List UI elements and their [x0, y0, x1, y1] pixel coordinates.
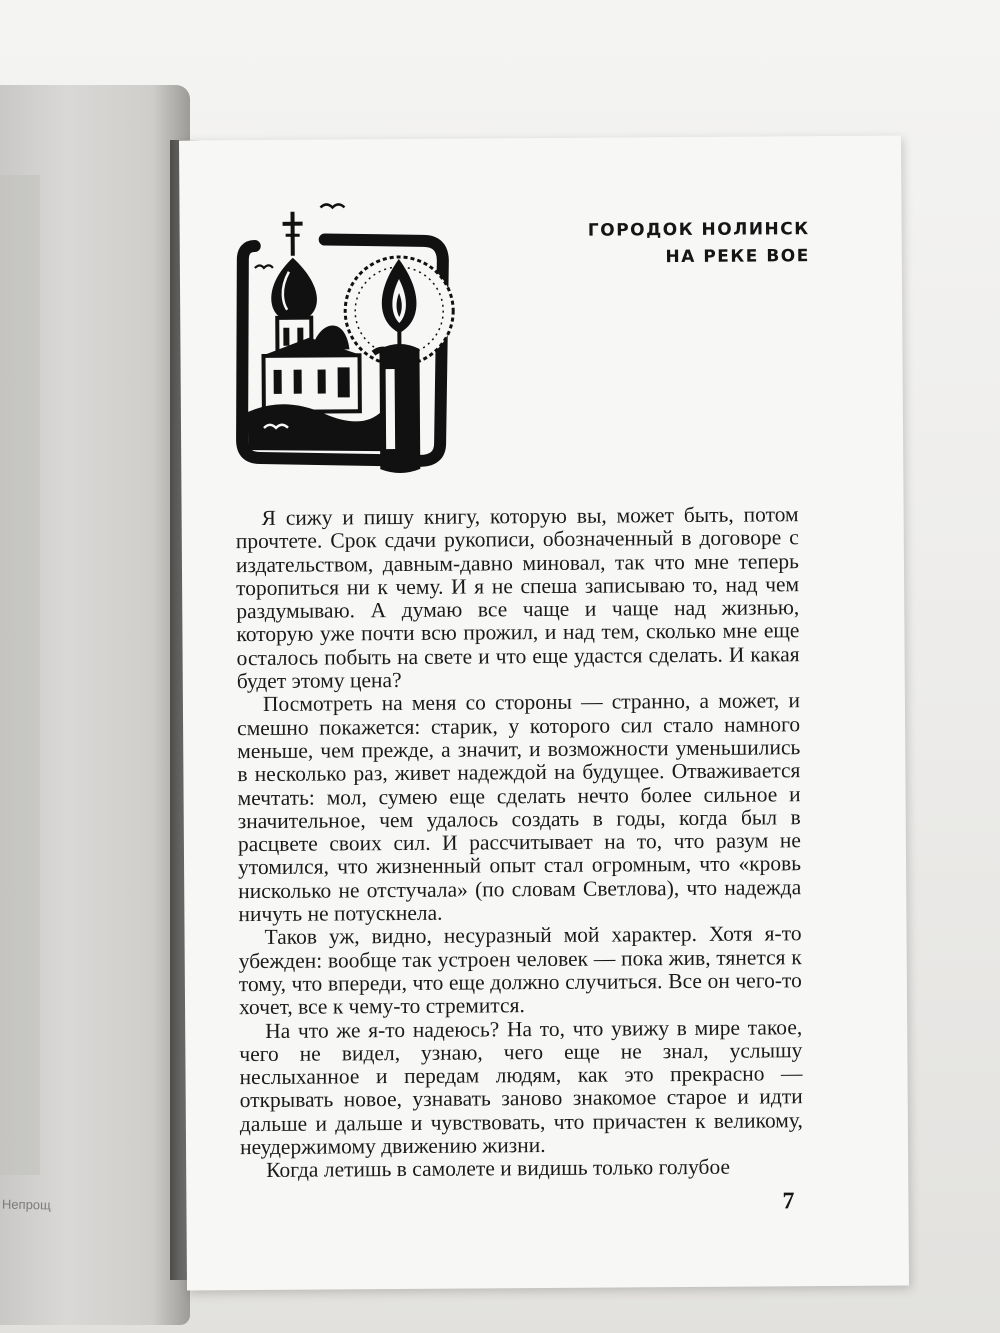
page-number: 7	[782, 1188, 795, 1215]
paragraph-5: Когда летишь в самолете и видишь только голубое	[266, 1155, 731, 1183]
paragraph-3: Таков уж, видно, несуразный мой характер. Хотя я-то убежден: вообще так устроен человек — пока жив, тянется к тому, что впереди, что еще должно случиться. Все он чего-то хочет, все к чему-то стремится.	[238, 921, 802, 1020]
chapter-title	[588, 216, 810, 272]
right-page	[179, 135, 909, 1290]
body-text	[236, 503, 804, 1183]
chapter-title-line-1: ГОРОДОК НОЛИНСК	[587, 219, 810, 241]
paragraph-4: На что же я-то надеюсь? На то, что увижу в мире такое, чего не видел, узнаю, чего еще не знал, услышу неслыханное и передам людям, как это прекрасно — открывать новое, узнавать заново знакомое старое и идти дальше и дальше и чувствовать, что причастен к великому, неудержимому движению жизни.	[239, 1014, 803, 1160]
church-and-candle-icon	[232, 199, 462, 486]
chapter-title-line-2: НА РЕКЕ ВОЕ	[665, 246, 810, 268]
left-page	[0, 85, 190, 1325]
paragraph-1: Я сижу и пишу книгу, которую вы, может быть, потом прочтете. Срок сдачи рукописи, обозначенный в договоре с издательством, давным-давно миновал, так что мне теперь торопиться ни к чему. И я не спеша записываю то, над чем раздумываю. А думаю все чаще и чаще над жизнью, которую уже почти всю прожил, и над тем, сколько мне еще осталось побыть на свете и что еще удастся сделать. И какая будет этому цена?	[235, 502, 800, 694]
paragraph-2: Посмотреть на меня со стороны — странно, а может, и смешно покажется: старик, у которого сил стало намного меньше, чем прежде, а значит, и возможности уменьшились в несколько раз, живет надеждой на будущее. Отваживается мечтать: мол, сумею еще сделать нечто более сильное и значительное, чем удалось создать в годы, когда был в расцвете своих сил. И рассчитывает на то, что разум не утомился, что жизненный опыт стал огромным, что «кровь нисколько не отстучала» (по словам Светлова), что надежда ничуть не потускнела.	[237, 688, 802, 927]
left-page-text-fragment: Непрощ	[1, 1196, 51, 1213]
